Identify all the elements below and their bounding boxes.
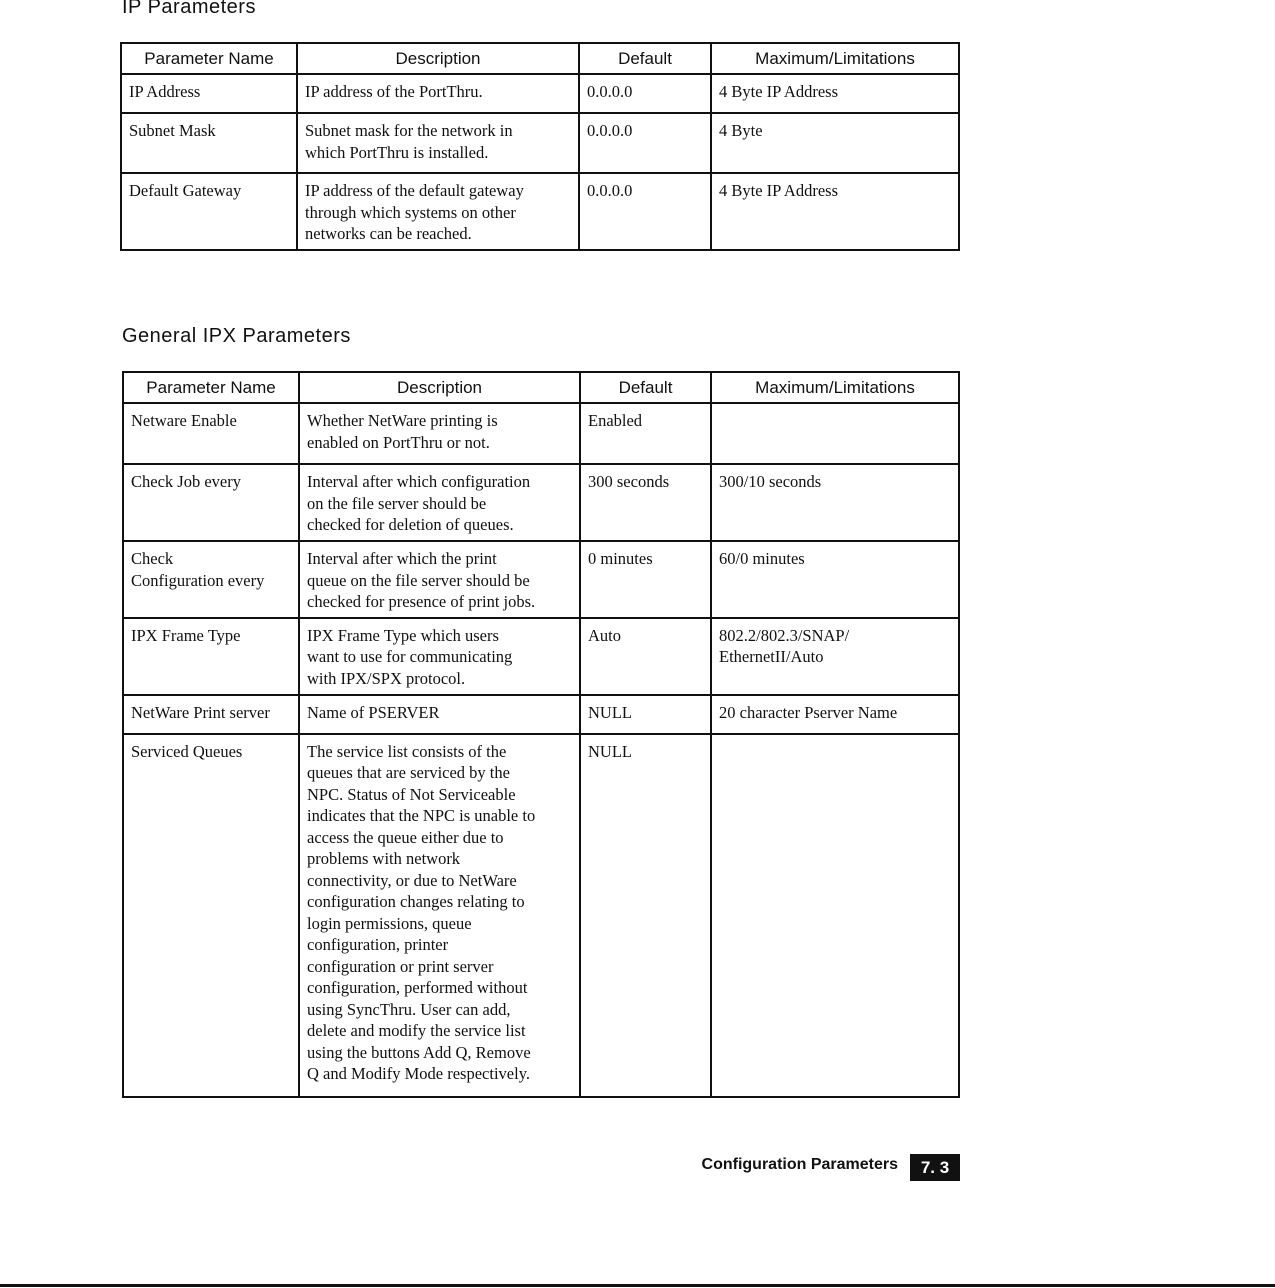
limitations-cell: 20 character Pserver Name xyxy=(711,695,959,734)
table-row xyxy=(121,113,959,173)
description-cell: Interval after which the print queue on the file server should be checked for presence of print jobs. xyxy=(299,541,580,618)
description-cell: Interval after which configuration on the file server should be checked for deletion of queues. xyxy=(299,464,580,541)
parameter-name-cell: Default Gateway xyxy=(121,173,297,250)
default-cell: 300 seconds xyxy=(580,464,711,541)
table-header-row xyxy=(121,43,959,74)
limitations-cell: 300/10 seconds xyxy=(711,464,959,541)
default-cell: 0.0.0.0 xyxy=(579,113,711,173)
column-header-maximum-limitations: Maximum/Limitations xyxy=(711,43,959,74)
default-cell: 0 minutes xyxy=(580,541,711,618)
limitations-cell xyxy=(711,403,959,464)
parameter-name-cell: Check Job every xyxy=(123,464,299,541)
page-number-badge: 7. 3 xyxy=(910,1154,960,1181)
description-cell: IP address of the PortThru. xyxy=(297,74,579,113)
default-cell: Enabled xyxy=(580,403,711,464)
parameter-name-cell: IP Address xyxy=(121,74,297,113)
parameter-name-cell: NetWare Print server xyxy=(123,695,299,734)
parameter-name-cell: Netware Enable xyxy=(123,403,299,464)
description-cell: IPX Frame Type which users want to use for communicating with IPX/SPX protocol. xyxy=(299,618,580,695)
ip-parameters-table xyxy=(120,42,960,251)
description-cell: IP address of the default gateway through which systems on other networks can be reached. xyxy=(297,173,579,250)
limitations-cell xyxy=(711,734,959,1097)
description-cell: Subnet mask for the network in which PortThru is installed. xyxy=(297,113,579,173)
parameter-name-cell: Check Configuration every xyxy=(123,541,299,618)
column-header-default: Default xyxy=(579,43,711,74)
parameter-name-cell: IPX Frame Type xyxy=(123,618,299,695)
column-header-maximum-limitations: Maximum/Limitations xyxy=(711,372,959,403)
default-cell: NULL xyxy=(580,695,711,734)
column-header-description: Description xyxy=(299,372,580,403)
limitations-cell: 60/0 minutes xyxy=(711,541,959,618)
table-row xyxy=(123,403,959,464)
table-row xyxy=(121,74,959,113)
column-header-description: Description xyxy=(297,43,579,74)
ipx-parameters-table xyxy=(122,371,960,1098)
default-cell: NULL xyxy=(580,734,711,1097)
description-cell: Name of PSERVER xyxy=(299,695,580,734)
limitations-cell: 4 Byte IP Address xyxy=(711,74,959,113)
limitations-cell: 4 Byte IP Address xyxy=(711,173,959,250)
parameter-name-cell: Subnet Mask xyxy=(121,113,297,173)
column-header-default: Default xyxy=(580,372,711,403)
footer-section-label: Configuration Parameters xyxy=(701,1156,898,1173)
table-row xyxy=(123,734,959,1097)
limitations-cell: 802.2/802.3/SNAP/ EthernetII/Auto xyxy=(711,618,959,695)
ip-parameters-title: IP Parameters xyxy=(122,0,256,18)
parameter-name-cell: Serviced Queues xyxy=(123,734,299,1097)
bottom-divider xyxy=(0,1284,1275,1287)
table-row xyxy=(123,541,959,618)
limitations-cell: 4 Byte xyxy=(711,113,959,173)
table-row xyxy=(121,173,959,250)
column-header-parameter-name: Parameter Name xyxy=(123,372,299,403)
ipx-parameters-title: General IPX Parameters xyxy=(122,325,351,347)
table-row xyxy=(123,695,959,734)
description-cell: The service list consists of the queues that are serviced by the NPC. Status of Not Serviceable indicates that the NPC is unable to access the queue either due to problems with network connectivity, or due to NetWare configuration changes relating to login permissions, queue configuration, printer configuration or print server configuration, performed without using SyncThru. User can add, delete and modify the service list using the buttons Add Q, Remove Q and Modify Mode respectively. xyxy=(299,734,580,1097)
table-row xyxy=(123,464,959,541)
table-header-row xyxy=(123,372,959,403)
table-row xyxy=(123,618,959,695)
column-header-parameter-name: Parameter Name xyxy=(121,43,297,74)
default-cell: 0.0.0.0 xyxy=(579,173,711,250)
default-cell: 0.0.0.0 xyxy=(579,74,711,113)
description-cell: Whether NetWare printing is enabled on PortThru or not. xyxy=(299,403,580,464)
default-cell: Auto xyxy=(580,618,711,695)
